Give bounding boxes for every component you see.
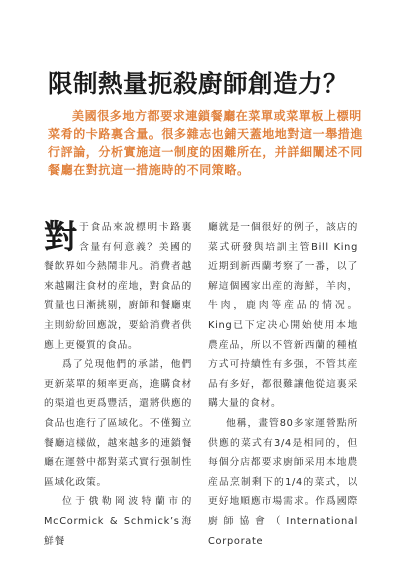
- left-paragraph-3: 位于俄勒岡波特蘭市的McCormick & Schmick’s海鮮餐: [44, 496, 192, 547]
- left-paragraph-1: [44, 218, 192, 355]
- left-column: [44, 218, 192, 551]
- article-lead: 美國很多地方都要求連鎖餐廳在菜單或菜單板上標明菜肴的卡路裏含量。很多雜志也鋪天蓋地地對這一舉措進行評論，分析實施這一制度的困難所在，并詳細闡述不同餐廳在對抗這一措施時的不同策略。: [48, 109, 364, 177]
- left-paragraph-2: 爲了兑現他們的承諾，他們更新菜單的頻率更高，進購食材的渠道也更爲豐活，還將供應的食品也進行了區域化。不僅獨立餐廳這樣做，越來越多的連鎖餐廳在運營中都對菜式實行强制性區域化政策。: [44, 359, 192, 488]
- drop-cap: 對: [44, 217, 78, 256]
- article-title: 限制熱量扼殺廚師創造力？: [48, 69, 348, 98]
- right-paragraph-2: 他稱，畫管80多家運營點所供應的菜式有3/4是相同的，但每個分店都要求廚師采用本地農産品烹制剩下的1/4的菜式，以更好地順應市場需求。作爲國際廚師協會（International Corporate: [208, 417, 358, 547]
- right-column: [208, 218, 358, 551]
- left-paragraph-1-text: 于食品來說標明卡路裏含量有何意義？美國的餐飲界如今熱鬧非凡。消費者越來越關注食材的産地，對食品的質量也日漸挑剔，廚師和餐廳東主則紛紛回應說，要給消費者供應上更優質的食品。: [44, 222, 192, 351]
- right-paragraph-1: 廳就是一個很好的例子，該店的菜式研發與培訓主管Bill King近期到新西蘭考察了一番，以了解這個國家出産的海鮮，羊肉，牛肉，鹿肉等産品的情况。King已下定决心開始使用本地農産品，所以不管新西蘭的種植方式可持續性有多强，不管其産品有多好，都很難讓他從這裏采購大量的食材。: [208, 222, 358, 410]
